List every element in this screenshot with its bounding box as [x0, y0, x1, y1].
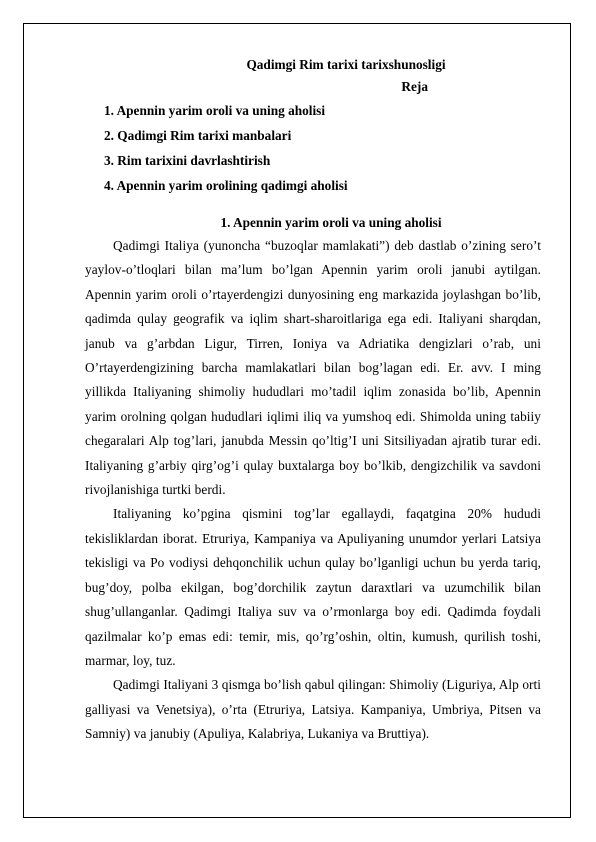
- document-body: [85, 54, 541, 747]
- paragraph: Italiyaning ko’pgina qismini tog’lar egallaydi, faqatgina 20% hududi tekisliklardan iborat. Etruriya, Kampaniya va Apuliyaning unumdor yerlari Latsiya tekisligi va Po vodiysi dehqonchilik uchun qulay bo’lganligi uchun bu yerda tariq, bug’doy, polba ekilgan, bog’dorchilik zaytun daraxtlari va uzumchilik bilan shug’ullanganlar. Qadimgi Italiya suv va o’rmonlarga boy edi. Qadimda foydali qazilmalar ko’p emas edi: temir, mis, qo’rg’oshin, oltin, kumush, qurilish toshi, marmar, loy, tuz.: [85, 506, 541, 668]
- plan-item: 2. Qadimgi Rim tarixi manbalari: [104, 128, 292, 143]
- section-heading: 1. Apennin yarim oroli va uning aholisi: [220, 215, 442, 230]
- plan-item: 4. Apennin yarim orolining qadimgi aholisi: [104, 178, 348, 193]
- plan-heading: Reja: [401, 79, 428, 94]
- document-title: Qadimgi Rim tarixi tarixshunosligi: [246, 57, 446, 72]
- paragraph: Qadimgi Italiyani 3 qismga bo’lish qabul qilingan: Shimoliy (Liguriya, Alp orti galliyasi va Venetsiya), o’rta (Etruriya, Latsiya. Kampaniya, Umbriya, Pitsen va Samniy) va janubiy (Apuliya, Kalabriya, Lukaniya va Bruttiya).: [85, 677, 541, 742]
- plan-list: [85, 98, 541, 198]
- plan-item: 1. Apennin yarim oroli va uning aholisi: [104, 103, 326, 118]
- paragraph: Qadimgi Italiya (yunoncha “buzoqlar mamlakati”) deb dastlab o’zining sero’t yaylov-o’tloqlari bilan ma’lum bo’lgan Apennin yarim oroli janubi aytilgan. Apennin yarim oroli o’rtayerdengizi dunyosining eng markazida joylashgan bo’lib, qadimda qulay geografik va iqlim shart-sharoitlariga ega edi. Italiyani sharqdan, janub va g’arbdan Ligur, Tirren, Ioniya va Adriatika dengizlari o’rab, uni O’rtayerdengizining barcha mamlakatlari bilan bog’lagan edi. Er. avv. I ming yillikda Italiyaning shimoliy hududlari mo’tadil iqlim zonasida bo’lib, Apennin yarim orolning qolgan hududlari iqlimi iliq va yumshoq edi. Shimolda uning tabiiy chegaralari Alp tog’lari, janubda Messin qo’ltig’I uni Sitsiliyadan ajratib turar edi. Italiyaning g’arbiy qirg’og’i qulay buxtalarga boy bo’lkib, dengizchilik va savdoni rivojlanishiga turtki berdi.: [85, 238, 541, 498]
- plan-item: 3. Rim tarixini davrlashtirish: [104, 153, 271, 168]
